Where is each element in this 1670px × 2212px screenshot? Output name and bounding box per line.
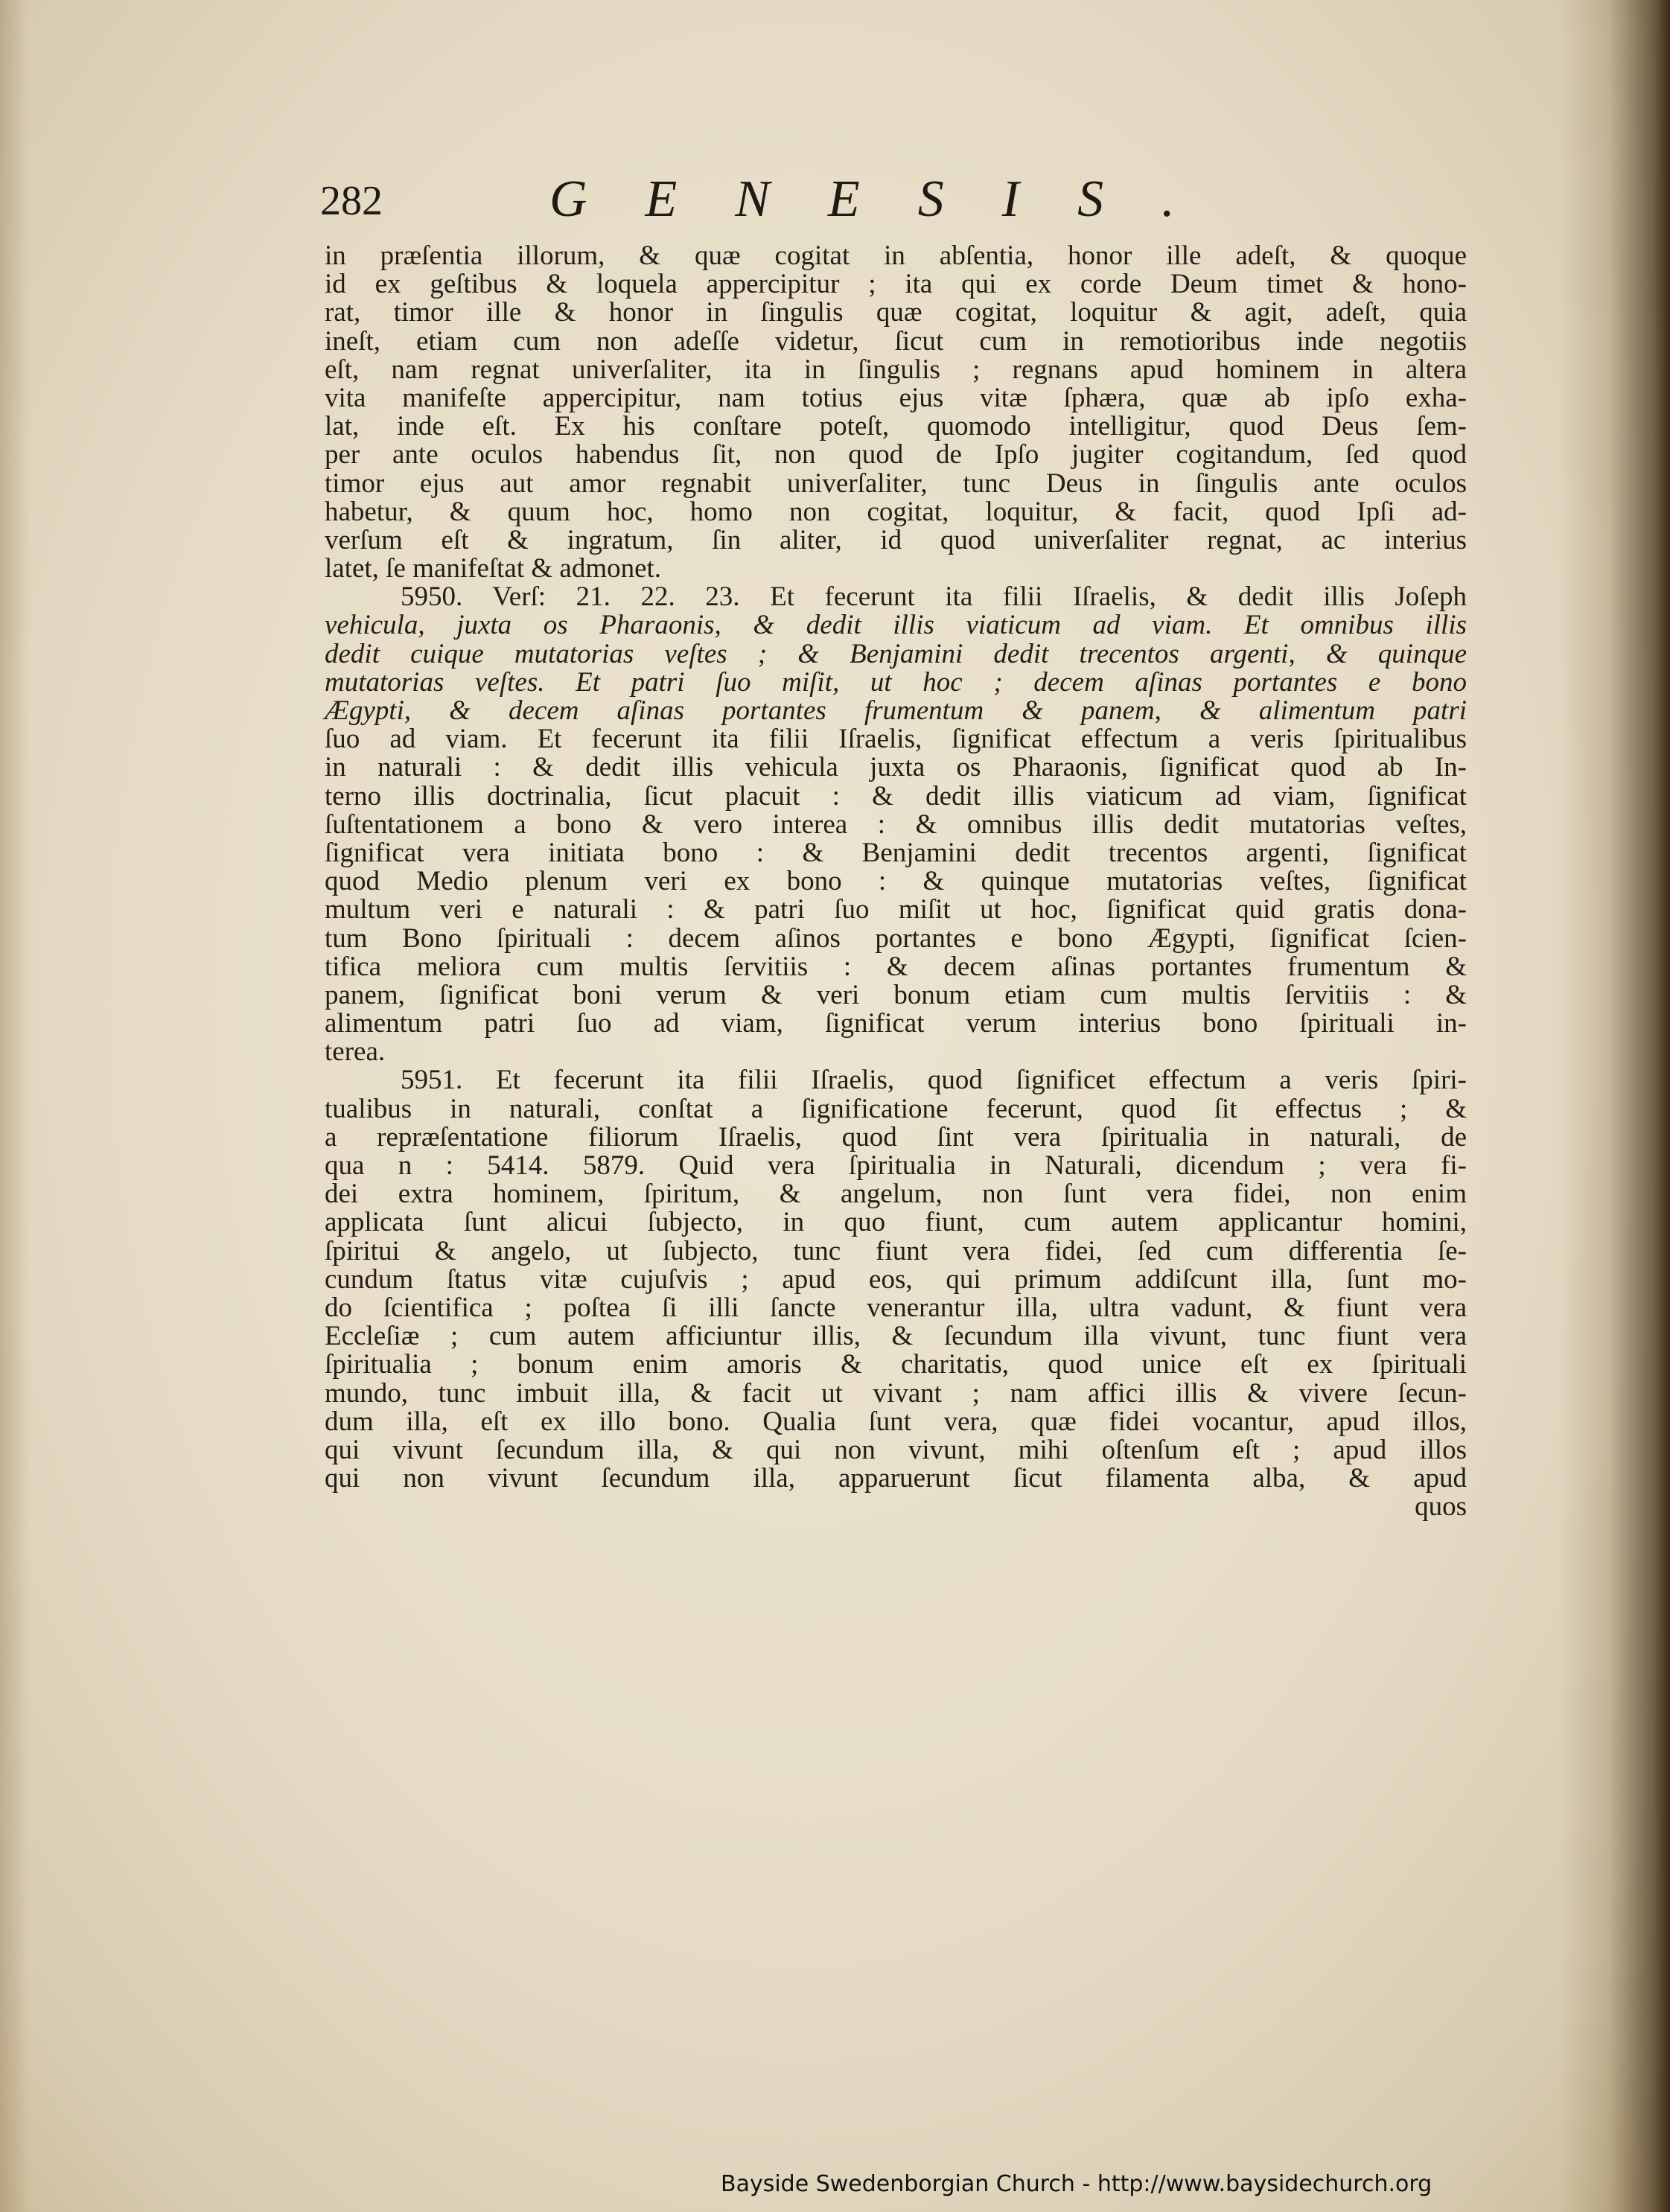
text-line: qua n : 5414. 5879. Quid vera ſpiritualia in Naturali, dicendum ; vera fi- bbox=[325, 1150, 1467, 1181]
scripture-line: Ægypti, & decem aſinas portantes frumentum & panem, & alimentum patri bbox=[325, 695, 1467, 726]
text-line: in naturali : & dedit illis vehicula juxta os Pharaonis, ſignificat quod ab In- bbox=[325, 752, 1467, 783]
text-line: quod Medio plenum veri ex bono : & quinque mutatorias veſtes, ſignificat bbox=[325, 866, 1467, 897]
text-line: rat, timor ille & honor in ſingulis quæ cogitat, loquitur & agit, adeſt, quia bbox=[325, 297, 1467, 328]
text-line: panem, ſignificat boni verum & veri bonum etiam cum multis ſervitiis : & bbox=[325, 979, 1467, 1010]
paragraph-5950 bbox=[325, 583, 1467, 1066]
text-line: ſpiritui & angelo, ut ſubjecto, tunc fiunt vera fidei, ſed cum differentia ſe- bbox=[325, 1235, 1467, 1266]
catchword: quos bbox=[1415, 1491, 1467, 1523]
text-line: ineſt, etiam cum non adeſſe videtur, ſicut cum in remotioribus inde negotiis bbox=[325, 325, 1467, 357]
scripture-line: vehicula, juxta os Pharaonis, & dedit illis viaticum ad viam. Et omnibus illis bbox=[325, 610, 1467, 641]
text-line: ſpiritualia ; bonum enim amoris & charitatis, quod unice eſt ex ſpirituali bbox=[325, 1349, 1467, 1380]
paragraph-intro bbox=[325, 242, 1467, 583]
text-line: in præſentia illorum, & quæ cogitat in abſentia, honor ille adeſt, & quoque bbox=[325, 240, 1467, 271]
page-edge-shadow-left bbox=[0, 0, 30, 2212]
text-line: tifica meliora cum multis ſervitiis : & decem aſinas portantes frumentum & bbox=[325, 951, 1467, 982]
text-line: dei extra hominem, ſpiritum, & angelum, non ſunt vera fidei, non enim bbox=[325, 1179, 1467, 1210]
text-line: terea. bbox=[325, 1036, 386, 1068]
page-number: 282 bbox=[320, 178, 383, 224]
text-line: ſuſtentationem a bono & vero interea : & omnibus illis dedit mutatorias veſtes, bbox=[325, 809, 1467, 840]
text-line: mundo, tunc imbuit illa, & facit ut vivant ; nam affici illis & vivere ſecun- bbox=[325, 1377, 1467, 1409]
text-line: verſum eſt & ingratum, ſin aliter, id quod univerſaliter regnat, ac interius bbox=[325, 524, 1467, 555]
text-line: qui vivunt ſecundum illa, & qui non vivunt, mihi oſtenſum eſt ; apud illos bbox=[325, 1434, 1467, 1465]
page-gutter-shadow bbox=[1558, 0, 1670, 2212]
text-line: per ante oculos habendus ſit, non quod de Ipſo jugiter cogitandum, ſed quod bbox=[325, 439, 1467, 471]
paragraph-5951 bbox=[325, 1066, 1467, 1493]
text-line: vita manifeſte appercipitur, nam totius ejus vitæ ſphæra, quæ ab ipſo exha- bbox=[325, 382, 1467, 413]
text-line: 5951. Et fecerunt ita filii Iſraelis, quod ſignificet effectum a veris ſpiri- bbox=[401, 1065, 1467, 1096]
watermark-caption: Bayside Swedenborgian Church - http://www.baysidechurch.org bbox=[721, 2171, 1432, 2197]
text-block bbox=[325, 242, 1467, 1521]
text-line: cundum ſtatus vitæ cujuſvis ; apud eos, qui primum addiſcunt illa, ſunt mo- bbox=[325, 1263, 1467, 1295]
text-line: multum veri e naturali : & patri ſuo miſit ut hoc, ſignificat quid gratis dona- bbox=[325, 894, 1467, 925]
text-line: lat, inde eſt. Ex his conſtare poteſt, quomodo intelligitur, quod Deus ſem- bbox=[325, 411, 1467, 442]
text-line: terno illis doctrinalia, ſicut placuit : & dedit illis viaticum ad viam, ſignificat bbox=[325, 780, 1467, 812]
text-line: timor ejus aut amor regnabit univerſaliter, tunc Deus in ſingulis ante oculos bbox=[325, 468, 1467, 499]
text-line: tualibus in naturali, conſtat a ſignificatione fecerunt, quod ſit effectus ; & bbox=[325, 1093, 1467, 1124]
text-line: qui non vivunt ſecundum illa, apparuerunt ſicut filamenta alba, & apud bbox=[325, 1463, 1467, 1494]
text-line: dum illa, eſt ex illo bono. Qualia ſunt vera, quæ fidei vocantur, apud illos, bbox=[325, 1406, 1467, 1437]
text-line: ſuo ad viam. Et fecerunt ita filii Iſraelis, ſignificat effectum a veris ſpiritualibus bbox=[325, 724, 1467, 755]
scripture-line: dedit cuique mutatorias veſtes ; & Benjamini dedit trecentos argenti, & quinque bbox=[325, 638, 1467, 669]
text-line: eſt, nam regnat univerſaliter, ita in ſingulis ; regnans apud hominem in altera bbox=[325, 354, 1467, 385]
text-line: alimentum patri ſuo ad viam, ſignificat verum interius bono ſpirituali in- bbox=[325, 1008, 1467, 1039]
scripture-line: mutatorias veſtes. Et patri ſuo miſit, ut hoc ; decem aſinas portantes e bono bbox=[325, 666, 1467, 698]
text-line: tum Bono ſpirituali : decem aſinos portantes e bono Ægypti, ſignificat ſcien- bbox=[325, 922, 1467, 954]
text-line: do ſcientifica ; poſtea ſi illi ſancte venerantur illa, ultra vadunt, & fiunt vera bbox=[325, 1292, 1467, 1323]
text-line: 5950. Verſ: 21. 22. 23. Et fecerunt ita filii Iſraelis, & dedit illis Joſeph bbox=[401, 581, 1467, 613]
running-title: GENESIS. bbox=[549, 170, 1233, 228]
text-line: latet, ſe manifeſtat & admonet. bbox=[325, 553, 662, 584]
text-line: id ex geſtibus & loquela appercipitur ; ita qui ex corde Deum timet & hono- bbox=[325, 269, 1467, 300]
text-line: a repræſentatione filiorum Iſraelis, quod ſint vera ſpiritualia in naturali, de bbox=[325, 1121, 1467, 1153]
text-line: ſignificat vera initiata bono : & Benjamini dedit trecentos argenti, ſignificat bbox=[325, 837, 1467, 868]
text-line: applicata ſunt alicui ſubjecto, in quo fiunt, cum autem applicantur homini, bbox=[325, 1207, 1467, 1238]
text-line: habetur, & quum hoc, homo non cogitat, loquitur, & facit, quod Ipſi ad- bbox=[325, 496, 1467, 527]
page-header bbox=[320, 170, 1482, 229]
text-line: Eccleſiæ ; cum autem afficiuntur illis, & ſecundum illa vivunt, tunc fiunt vera bbox=[325, 1321, 1467, 1352]
